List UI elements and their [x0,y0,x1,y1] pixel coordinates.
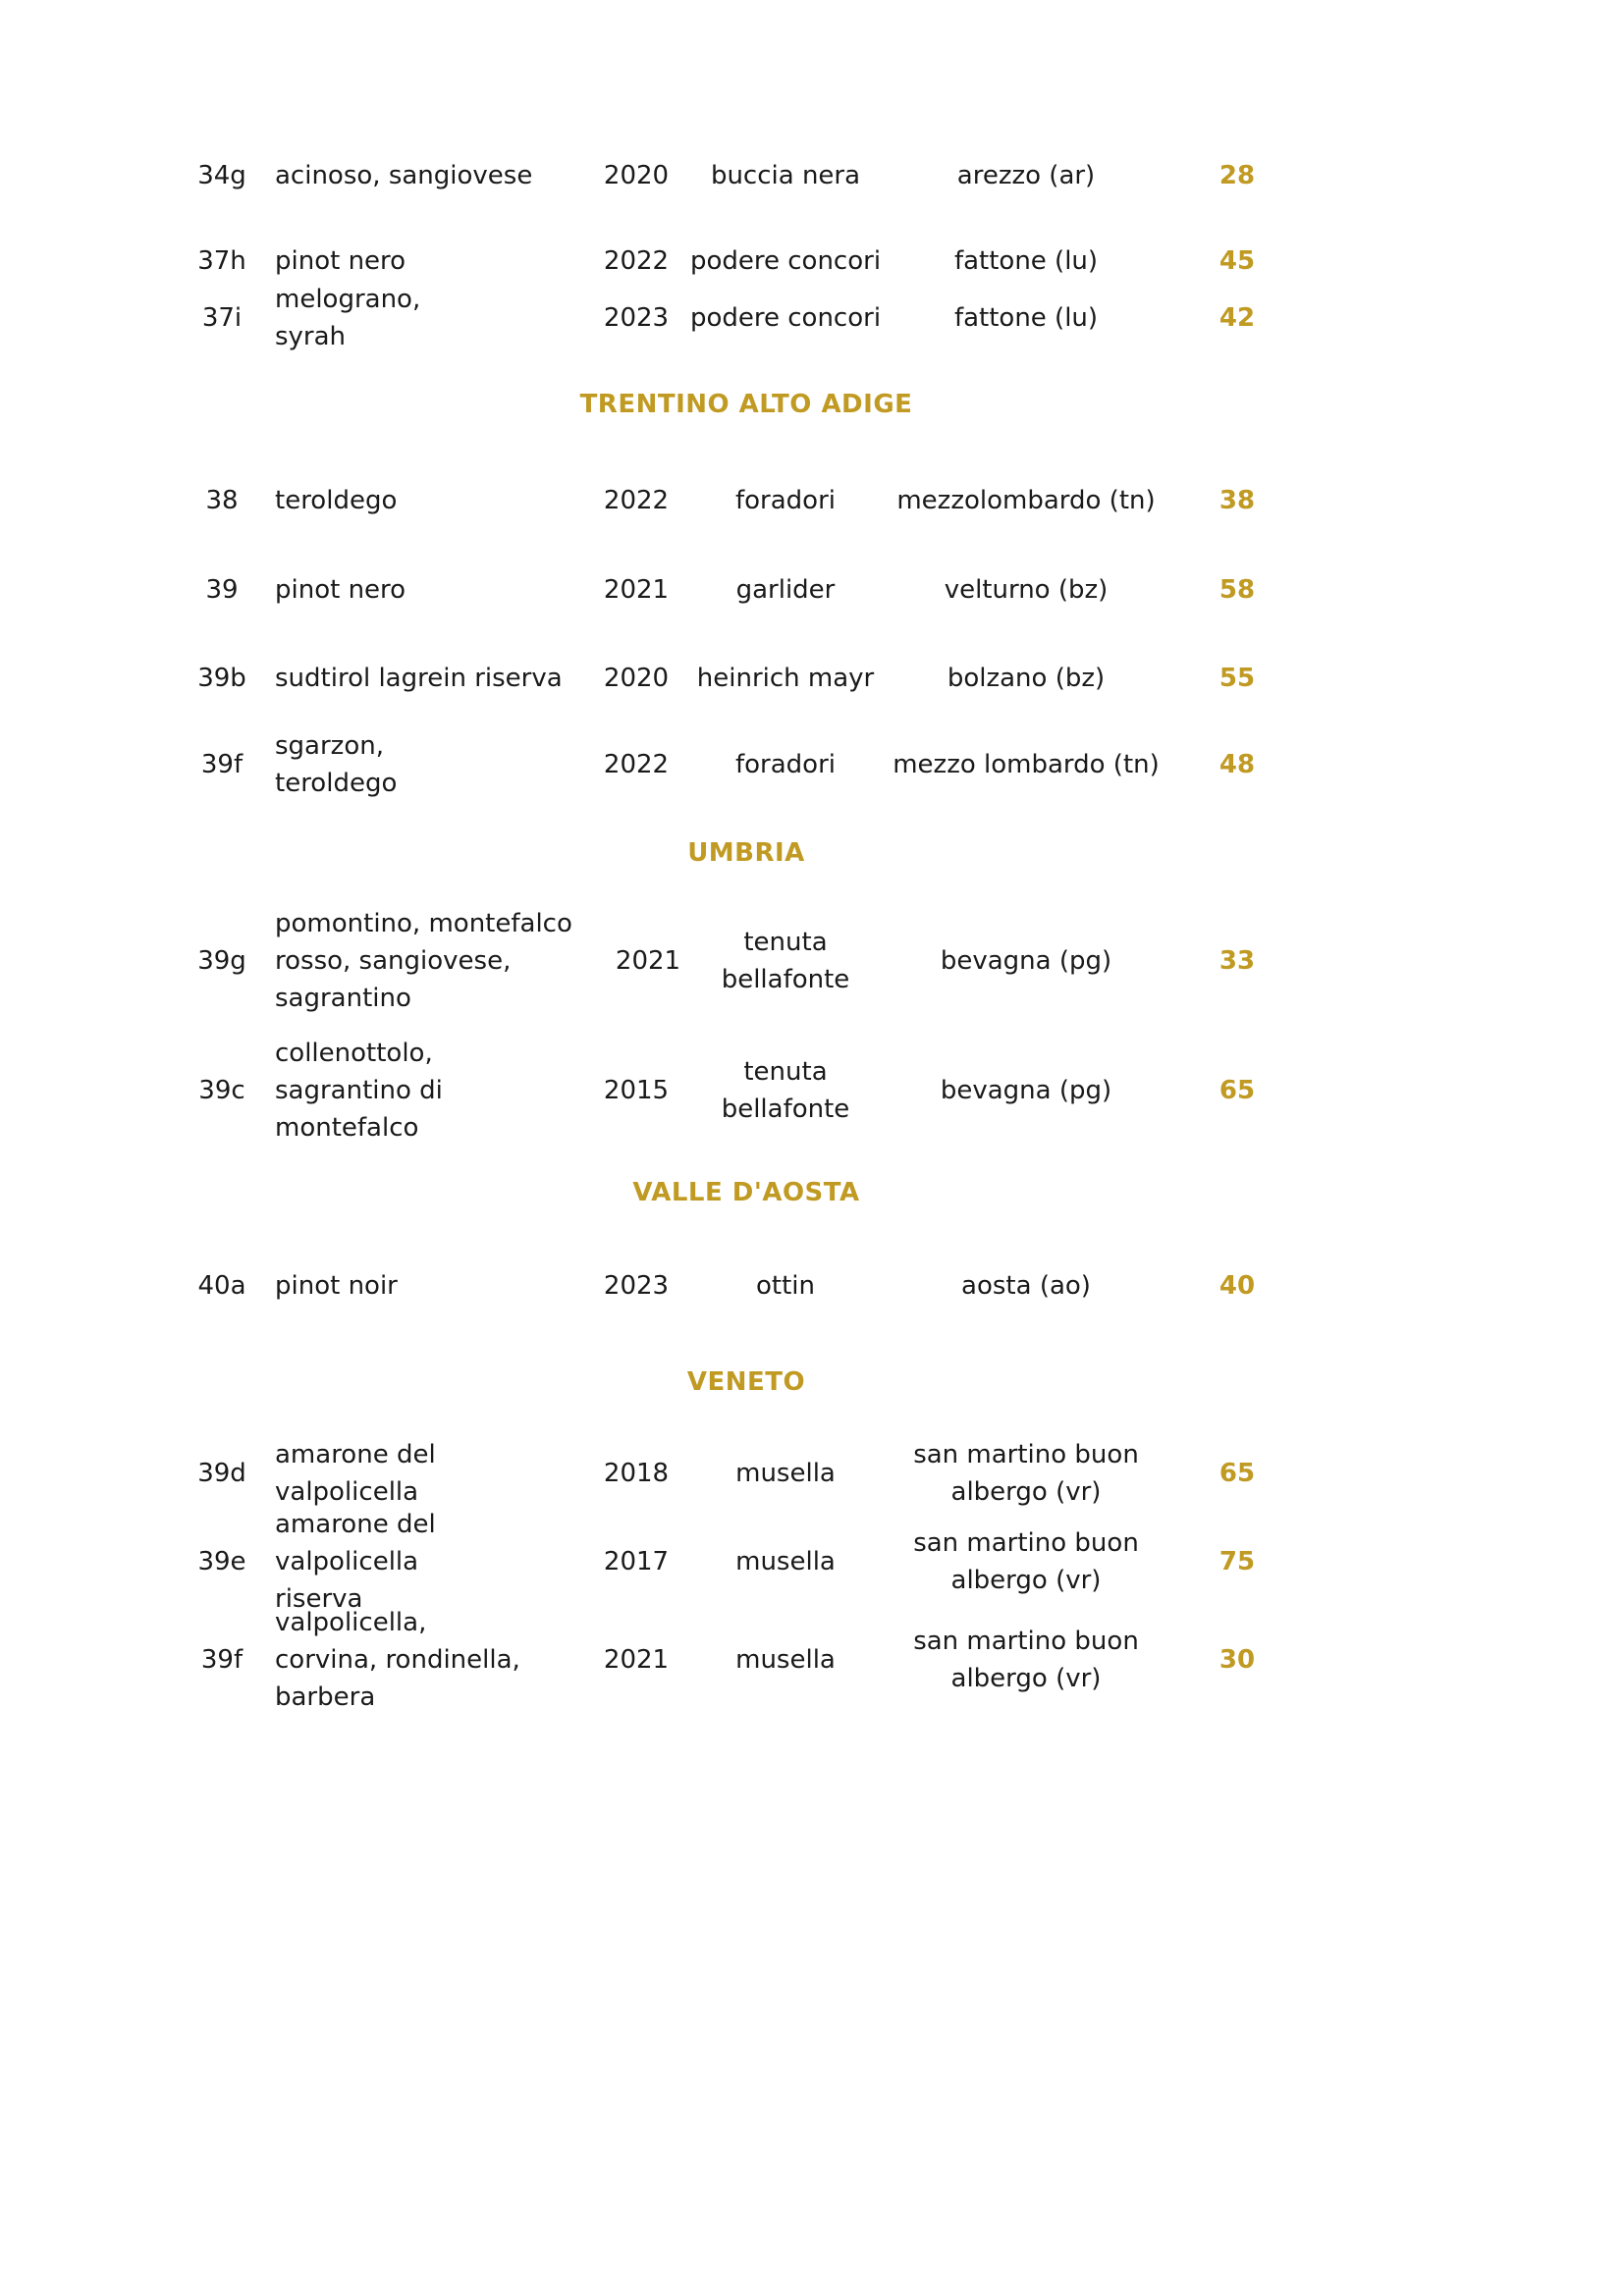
wine-producer: musella [735,1547,836,1576]
wine-price: 45 [1218,246,1256,276]
wine-origin: san martino buon albergo (vr) [913,1440,1139,1507]
wine-name: amarone del valpolicella riserva [275,1510,436,1614]
wine-vintage: 2015 [603,1076,670,1105]
wine-price: 58 [1218,575,1256,605]
wine-producer: podere concori [689,303,882,333]
wine-vintage: 2020 [603,161,670,190]
wine-name: pinot nero [275,575,406,605]
wine-name: pinot nero [275,246,406,276]
wine-origin: mezzolombardo (tn) [896,486,1156,515]
wine-number: 34g [197,161,246,190]
wine-row [0,481,1624,520]
wine-origin: bevagna (pg) [940,1076,1112,1105]
wine-producer: ottin [756,1271,815,1301]
wine-row [0,905,1624,1017]
wine-producer: foradori [734,486,836,515]
wine-vintage: 2022 [603,486,670,515]
wine-producer: tenuta bellafonte [721,1057,850,1124]
wine-price: 40 [1218,1271,1256,1301]
wine-number: 39f [200,750,244,779]
wine-number: 39g [197,946,246,976]
wine-name: teroldego [275,486,398,515]
section-heading-veneto: VENETO [686,1367,806,1397]
wine-number: 37h [197,246,246,276]
wine-origin: arezzo (ar) [956,161,1096,190]
wine-price: 28 [1218,161,1256,190]
wine-number: 39f [200,1645,244,1675]
wine-number: 38 [205,486,239,515]
wine-origin: fattone (lu) [953,303,1099,333]
wine-price: 42 [1218,303,1256,333]
section-heading-valle-d-aosta: VALLE D'AOSTA [632,1178,860,1207]
wine-vintage: 2017 [603,1547,670,1576]
wine-row [0,1266,1624,1306]
wine-vintage: 2021 [615,946,681,976]
wine-origin: aosta (ao) [961,1271,1091,1301]
wine-origin: fattone (lu) [953,246,1099,276]
wine-price: 55 [1218,664,1256,693]
wine-number: 40a [197,1271,246,1301]
wine-producer: buccia nera [710,161,861,190]
wine-vintage: 2018 [603,1459,670,1488]
wine-number: 39e [197,1547,246,1576]
wine-row [0,281,1624,355]
wine-producer: musella [735,1459,836,1488]
wine-origin: velturno (bz) [944,575,1109,605]
wine-name: sgarzon, teroldego [275,731,398,798]
wine-price: 75 [1218,1547,1256,1576]
wine-producer: musella [735,1645,836,1675]
section-heading-umbria: UMBRIA [687,838,805,868]
wine-number: 39 [205,575,239,605]
wine-price: 30 [1218,1645,1256,1675]
wine-vintage: 2022 [603,246,670,276]
wine-origin: bevagna (pg) [940,946,1112,976]
wine-row [0,156,1624,195]
wine-vintage: 2021 [603,1645,670,1675]
wine-name: sudtirol lagrein riserva [275,664,563,693]
wine-vintage: 2022 [603,750,670,779]
section-heading-trentino-alto-adige: TRENTINO ALTO ADIGE [579,390,913,419]
wine-vintage: 2023 [603,1271,670,1301]
wine-name: acinoso, sangiovese [275,161,533,190]
wine-row [0,1436,1624,1511]
wine-name: valpolicella, corvina, rondinella, barbera [275,1608,520,1712]
wine-producer: garlider [735,575,836,605]
wine-vintage: 2021 [603,575,670,605]
wine-price: 48 [1218,750,1256,779]
wine-origin: mezzo lombardo (tn) [893,750,1160,779]
wine-price: 33 [1218,946,1256,976]
wine-price: 38 [1218,486,1256,515]
wine-name: amarone del valpolicella [275,1440,436,1507]
wine-number: 39c [198,1076,245,1105]
wine-row [0,659,1624,698]
wine-producer: foradori [734,750,836,779]
wine-number: 39b [197,664,246,693]
wine-price: 65 [1218,1459,1256,1488]
wine-price: 65 [1218,1076,1256,1105]
wine-vintage: 2020 [603,664,670,693]
wine-vintage: 2023 [603,303,670,333]
wine-row [0,1604,1624,1716]
wine-row [0,1510,1624,1614]
wine-name: pinot noir [275,1271,398,1301]
wine-row [0,570,1624,610]
wine-origin: bolzano (bz) [947,664,1106,693]
wine-origin: san martino buon albergo (vr) [913,1528,1139,1595]
wine-producer: podere concori [689,246,882,276]
wine-origin: san martino buon albergo (vr) [913,1627,1139,1693]
wine-row [0,241,1624,281]
wine-producer: heinrich mayr [696,664,875,693]
wine-name: collenottolo, sagrantino di montefalco [275,1039,443,1143]
wine-row [0,727,1624,802]
wine-name: pomontino, montefalco rosso, sangiovese, sagrantino [275,909,572,1013]
wine-name: melograno, syrah [275,285,421,351]
wine-number: 39d [197,1459,246,1488]
wine-number: 37i [201,303,243,333]
wine-producer: tenuta bellafonte [721,928,850,994]
wine-row [0,1039,1624,1143]
